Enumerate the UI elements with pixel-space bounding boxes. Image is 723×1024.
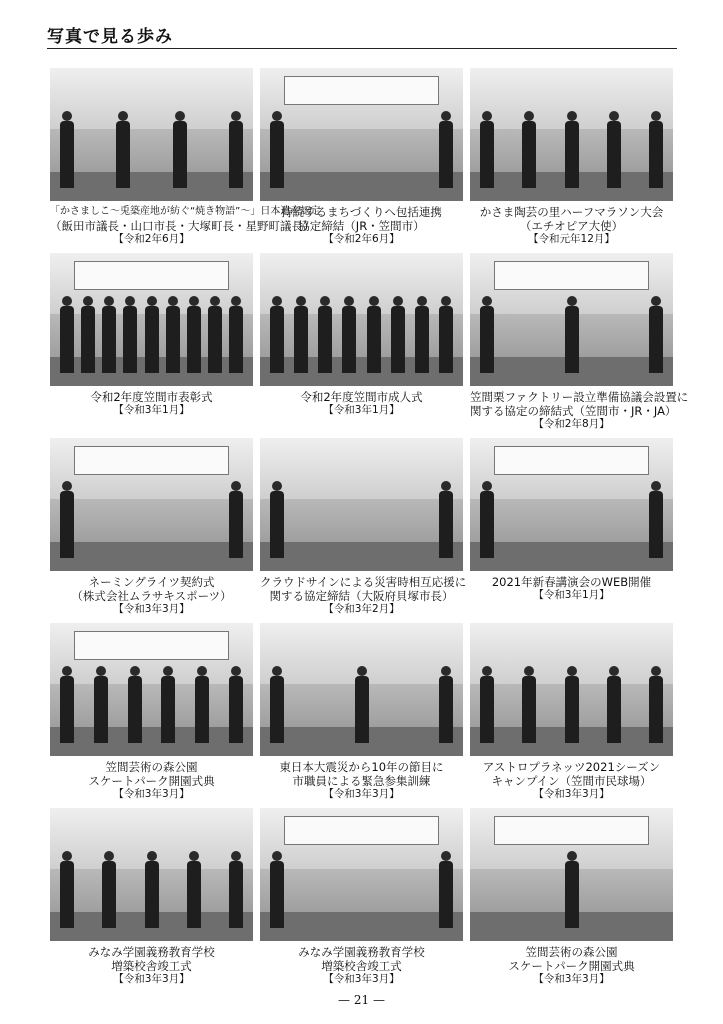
person-figure bbox=[391, 296, 405, 373]
photo bbox=[50, 808, 253, 941]
person-figure bbox=[102, 851, 116, 928]
person-figure bbox=[229, 666, 243, 743]
person-figure bbox=[649, 666, 663, 743]
photo-caption bbox=[470, 945, 673, 973]
photo bbox=[50, 68, 253, 201]
photo-item bbox=[50, 253, 253, 417]
person-figure bbox=[116, 111, 130, 188]
person-figure bbox=[522, 666, 536, 743]
event-sign bbox=[494, 261, 648, 290]
photo-caption bbox=[50, 760, 253, 788]
photo-item bbox=[50, 68, 321, 246]
caption-line: 増築校舎竣工式 bbox=[321, 959, 402, 973]
caption-line: 関する協定の締結式（笠間市・JR・JA） bbox=[470, 404, 677, 418]
caption-line: みなみ学園義務教育学校 bbox=[88, 945, 215, 959]
person-figure bbox=[145, 851, 159, 928]
photo-date: 【令和2年6月】 bbox=[323, 233, 400, 245]
person-figure bbox=[439, 481, 453, 558]
caption-line: スケートパーク開園式典 bbox=[88, 774, 215, 788]
person-figure bbox=[607, 666, 621, 743]
photo-item bbox=[260, 68, 463, 246]
photo-date: 【令和3年3月】 bbox=[113, 973, 190, 985]
photo-item bbox=[50, 808, 253, 986]
person-figure bbox=[480, 481, 494, 558]
photo bbox=[260, 68, 463, 201]
page-title: 写真で見る歩み bbox=[47, 27, 173, 47]
person-figure bbox=[415, 296, 429, 373]
photo bbox=[470, 68, 673, 201]
person-figure bbox=[187, 296, 201, 373]
person-figure bbox=[270, 666, 284, 743]
page-number: — 21 — bbox=[338, 993, 385, 1007]
person-figure bbox=[522, 111, 536, 188]
photo-item bbox=[470, 253, 689, 431]
photo bbox=[50, 253, 253, 386]
person-figure bbox=[565, 851, 579, 928]
person-figure bbox=[607, 111, 621, 188]
caption-line: （株式会社ムラサキスポーツ） bbox=[71, 589, 232, 603]
caption-line: クラウドサインによる災害時相互応援に bbox=[260, 575, 467, 589]
person-figure bbox=[60, 481, 74, 558]
photo-caption bbox=[470, 205, 673, 233]
person-figure bbox=[565, 111, 579, 188]
caption-line: （エチオピア大使） bbox=[519, 219, 624, 233]
person-figure bbox=[60, 111, 74, 188]
photo-date: 【令和2年6月】 bbox=[113, 233, 190, 245]
caption-line: 東日本大震災から10年の節目に bbox=[279, 760, 444, 774]
caption-line: アストロプラネッツ2021シーズン bbox=[482, 760, 661, 774]
person-figure bbox=[270, 296, 284, 373]
event-sign bbox=[284, 76, 438, 105]
photo-date: 【令和3年3月】 bbox=[533, 788, 610, 800]
photo bbox=[50, 623, 253, 756]
photo bbox=[50, 438, 253, 571]
person-figure bbox=[565, 666, 579, 743]
person-figure bbox=[229, 851, 243, 928]
caption-line: 協定締結（JR・笠間市） bbox=[298, 219, 425, 233]
photo-item bbox=[260, 438, 467, 616]
caption-line: 2021年新春講演会のWEB開催 bbox=[491, 575, 652, 589]
photo bbox=[260, 438, 463, 571]
person-figure bbox=[60, 296, 74, 373]
person-figure bbox=[187, 851, 201, 928]
photo-date: 【令和3年1月】 bbox=[323, 404, 400, 416]
person-figure bbox=[81, 296, 95, 373]
event-sign bbox=[74, 631, 228, 660]
photo-item bbox=[470, 438, 673, 602]
person-figure bbox=[439, 666, 453, 743]
photo-item bbox=[470, 808, 673, 986]
photo-item bbox=[260, 253, 463, 417]
person-figure bbox=[270, 851, 284, 928]
person-figure bbox=[480, 296, 494, 373]
caption-line: 令和2年度笠間市成人式 bbox=[300, 390, 423, 404]
photo bbox=[260, 808, 463, 941]
person-figure bbox=[229, 296, 243, 373]
person-figure bbox=[123, 296, 137, 373]
person-figure bbox=[439, 296, 453, 373]
photo-caption bbox=[260, 760, 463, 788]
photo-item bbox=[260, 623, 463, 801]
caption-line: 令和2年度笠間市表彰式 bbox=[90, 390, 213, 404]
person-figure bbox=[102, 296, 116, 373]
caption-line: 関する協定締結（大阪府貝塚市長） bbox=[269, 589, 454, 603]
photo-date: 【令和3年3月】 bbox=[323, 788, 400, 800]
photo-item bbox=[260, 808, 463, 986]
person-figure bbox=[195, 666, 209, 743]
caption-line: かさま陶芸の里ハーフマラソン大会 bbox=[479, 205, 664, 219]
photo-caption bbox=[50, 390, 253, 404]
photo-caption bbox=[470, 390, 689, 418]
caption-line: 増築校舎竣工式 bbox=[111, 959, 192, 973]
photo-caption bbox=[470, 760, 673, 788]
person-figure bbox=[145, 296, 159, 373]
photo-caption bbox=[50, 945, 253, 973]
person-figure bbox=[270, 481, 284, 558]
photo-date: 【令和3年3月】 bbox=[533, 973, 610, 985]
person-figure bbox=[60, 666, 74, 743]
person-figure bbox=[649, 481, 663, 558]
event-sign bbox=[494, 446, 648, 475]
caption-line: （飯田市議長・山口市長・大塚町長・星野町議長） bbox=[50, 219, 315, 233]
person-figure bbox=[94, 666, 108, 743]
caption-line: 「かさましこ〜兎築産地が紡ぐ“焼き物語”〜」日本遺産認定 bbox=[50, 206, 321, 217]
person-figure bbox=[60, 851, 74, 928]
event-sign bbox=[284, 816, 438, 845]
person-figure bbox=[229, 111, 243, 188]
photo-item bbox=[50, 438, 253, 616]
caption-line: ネーミングライツ契約式 bbox=[88, 575, 215, 589]
event-sign bbox=[74, 446, 228, 475]
event-sign bbox=[494, 816, 648, 845]
person-figure bbox=[270, 111, 284, 188]
person-figure bbox=[439, 111, 453, 188]
photo-date: 【令和3年1月】 bbox=[533, 589, 610, 601]
person-figure bbox=[649, 111, 663, 188]
caption-line: キャンプイン（笠間市民球場） bbox=[491, 774, 652, 788]
person-figure bbox=[439, 851, 453, 928]
photo-caption bbox=[260, 205, 463, 233]
photo-date: 【令和元年12月】 bbox=[528, 233, 615, 245]
person-figure bbox=[480, 111, 494, 188]
photo-caption bbox=[50, 575, 253, 603]
photo-date: 【令和3年3月】 bbox=[113, 788, 190, 800]
caption-line: 市職員による緊急参集訓練 bbox=[292, 774, 431, 788]
photo bbox=[260, 623, 463, 756]
person-figure bbox=[649, 296, 663, 373]
person-figure bbox=[173, 111, 187, 188]
caption-line: スケートパーク開園式典 bbox=[508, 959, 635, 973]
title-rule bbox=[47, 48, 677, 49]
person-figure bbox=[208, 296, 222, 373]
photo-caption bbox=[260, 945, 463, 973]
photo bbox=[470, 623, 673, 756]
caption-line: みなみ学園義務教育学校 bbox=[298, 945, 425, 959]
person-figure bbox=[294, 296, 308, 373]
photo-caption bbox=[470, 575, 673, 589]
photo-caption bbox=[260, 575, 467, 603]
person-figure bbox=[166, 296, 180, 373]
person-figure bbox=[318, 296, 332, 373]
photo-item bbox=[50, 623, 253, 801]
event-sign bbox=[74, 261, 228, 290]
photo-date: 【令和3年3月】 bbox=[323, 973, 400, 985]
person-figure bbox=[161, 666, 175, 743]
photo-item bbox=[470, 68, 673, 246]
person-figure bbox=[367, 296, 381, 373]
caption-line: 笠間芸術の森公園 bbox=[105, 760, 198, 774]
caption-line: 笠間栗ファクトリー設立準備協議会設置に bbox=[470, 390, 689, 404]
photo bbox=[470, 808, 673, 941]
photo bbox=[260, 253, 463, 386]
photo-caption bbox=[50, 205, 321, 233]
photo bbox=[470, 253, 673, 386]
photo-date: 【令和3年2月】 bbox=[323, 603, 400, 615]
person-figure bbox=[342, 296, 356, 373]
photo-caption bbox=[260, 390, 463, 404]
person-figure bbox=[480, 666, 494, 743]
photo-date: 【令和3年1月】 bbox=[113, 404, 190, 416]
photo bbox=[470, 438, 673, 571]
caption-line: 笠間芸術の森公園 bbox=[525, 945, 618, 959]
person-figure bbox=[229, 481, 243, 558]
person-figure bbox=[128, 666, 142, 743]
photo-date: 【令和2年8月】 bbox=[533, 418, 610, 430]
photo-item bbox=[470, 623, 673, 801]
person-figure bbox=[565, 296, 579, 373]
caption-line: 持続するまちづくりへ包括連携 bbox=[281, 205, 442, 219]
photo-date: 【令和3年3月】 bbox=[113, 603, 190, 615]
person-figure bbox=[355, 666, 369, 743]
